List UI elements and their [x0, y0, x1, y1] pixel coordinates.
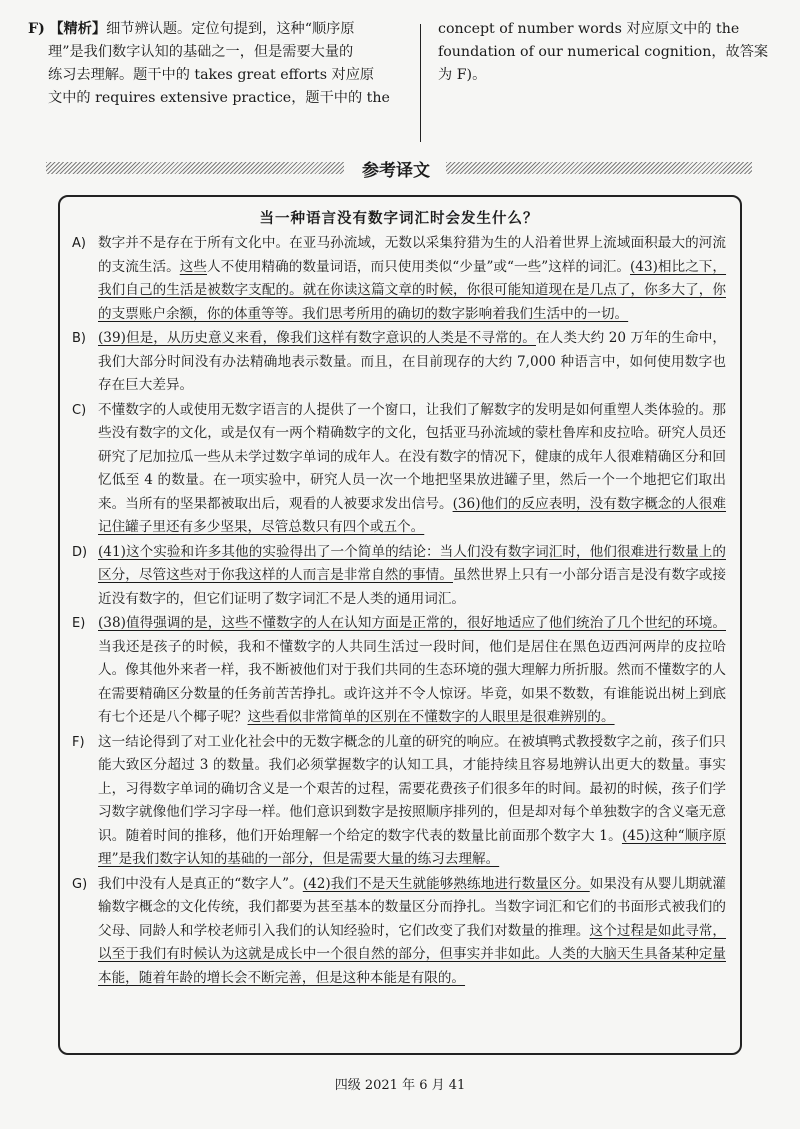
analysis-tag: 【精析】 — [49, 21, 107, 37]
underlined-answer-text: (36)他们的反应表明，没有数字概念的人很难记住罐子里还有多少坚果，尽管总数只有四个或五个。 — [98, 495, 727, 535]
paragraph-label: E) — [72, 616, 86, 631]
translation-box — [58, 195, 742, 1055]
underlined-answer-text: (39)但是，从历史意义来看，像我们这样有数字意识的人类是不寻常的。 — [98, 330, 536, 346]
paragraph-text: 人不使用精确的数量词语，而只使用类似“少量”或“一些”这样的词汇。 — [207, 258, 630, 275]
explanation-line: 理”是我们数字认知的基础之一，但是需要大量的 — [48, 44, 354, 60]
paragraph-c — [72, 399, 726, 540]
paragraph-label: D) — [72, 544, 88, 560]
previous-answer-explanation — [28, 18, 772, 136]
paragraph-label: A) — [72, 236, 86, 251]
paragraph-label: B) — [72, 331, 86, 346]
paragraph-text: 这一结论得到了对工业化社会中的无数字概念的儿童的研究的响应。在被填鸭式教授数字之前，孩子们只能大致区分超过 3 的数量。我们必须掌握数字的认知工具，才能持续且容易地辨认出更大的数量。事实上，习得数字单词的确切含义是一个艰苦的过程，需要花费孩子们很多年的时间。最初的时候，孩子们学习数字就像他们学习字母一样。他们意识到数字是按照顺序排列的，但是却对每个单独数字的含义毫无意识。随着时间的推移，他们开始理解一个给定的数字代表的数量比前面那个数字大 1。 — [98, 733, 726, 844]
underlined-answer-text: 这个过程是如此寻常，以至于我们有时候认为这就是成长中一个很自然的部分，但事实并非如此。人类的大脑天生具备某种定量本能，随着年龄的增长会不断完善，但是这种本能是有限的。 — [98, 922, 727, 986]
paragraph-text: 不懂数字的人或使用无数字语言的人提供了一个窗口，让我们了解数字的发明是如何重塑人类体验的。那些没有数字的文化，或是仅有一两个精确数字的文化，包括亚马孙流域的蒙杜鲁库和皮拉哈。研究人员还研究了尼加拉瓜一些从未学过数字单词的成年人。在没有数字的情况下，健康的成年人很难精确区分和回忆低至 4 的数量。在一项实验中，研究人员一次一个地把坚果放进罐子里，然后一个一个地把它们取出来。当所有的坚果都被取出后，观看的人被要求发出信号。 — [98, 401, 726, 512]
underlined-answer-text: 这些 — [179, 258, 207, 275]
underlined-answer-text: (43)相比之下，我们自己的生活是被数字支配的。就在你读这篇文章的时候，你很可能知道现在是几点了，你多大了，你的支票账户余额，你的体重等等。我们思考所用的确切的数字影响着我们生活中的一切。 — [98, 258, 727, 322]
underlined-answer-text: (45)这种“顺序原理”是我们数字认知的基础的一部分，但是需要大量的练习去理解。 — [98, 827, 727, 867]
paragraph-text: 如果没有从婴儿期就灌输数字概念的文化传统，我们都要为甚至基本的数量区分而挣扎。当数字词汇和它们的书面形式被我们的父母、同龄人和学校老师引入我们的认知经验时，它们改变了我们对数量的推理。 — [98, 875, 727, 939]
banner-hatch-left — [46, 162, 344, 174]
paragraph-text: 虽然世界上只有一小部分语言是没有数字或接近没有数字的，但它们证明了数字词汇不是人类的通用词汇。 — [98, 567, 727, 607]
section-title: 参考译文 — [362, 161, 430, 181]
paragraph-text: 当我还是孩子的时候，我和不懂数字的人共同生活过一段时间，他们是居住在黑色迈西河两岸的皮拉哈人。像其他外来者一样，我不断被他们对于我们共同的生态环境的强大理解力所折服。然而不懂数字的人在需要精确区分数量的任务前苦苦挣扎。或许这并不令人惊讶。毕竟，如果不数数，有谁能说出树上到底有七个还是八个椰子呢？ — [98, 638, 726, 725]
paragraph-d — [72, 541, 726, 612]
paragraph-b — [72, 327, 726, 398]
paragraph-text: 我们中没有人是真正的“数字人”。 — [98, 875, 303, 892]
underlined-answer-text: (38)值得强调的是，这些不懂数字的人在认知方面是正常的，很好地适应了他们统治了几个世纪的环境。 — [98, 615, 726, 631]
explanation-left-column — [28, 18, 398, 110]
section-banner — [46, 154, 752, 182]
paragraph-a — [72, 232, 726, 326]
paragraph-label: F) — [72, 734, 85, 750]
underlined-answer-text: (42)我们不是天生就能够熟练地进行数量区分。 — [302, 875, 590, 892]
paragraph-g — [72, 873, 726, 991]
explanation-line: foundation of our numerical cognition，故答案 — [438, 44, 769, 60]
explanation-line: concept of number words 对应原文中的 the — [438, 21, 740, 37]
explanation-line: 文中的 requires extensive practice，题干中的 the — [48, 90, 390, 106]
underlined-answer-text: 这些看似非常简单的区别在不懂数字的人眼里是很难辨别的。 — [247, 709, 615, 725]
page-footer: 四级 2021 年 6 月 41 — [334, 1078, 466, 1093]
paragraph-f — [72, 731, 726, 872]
paragraph-text: 数字并不是存在于所有文化中。在亚马孙流域，无数以采集狩猎为生的人沿着世界上流域面积最大的河流的支流生活。 — [98, 235, 726, 275]
paragraph-label: G) — [72, 876, 88, 892]
paragraph-text: 在人类大约 20 万年的生命中，我们大部分时间没有办法精确地表示数量。而且，在目前现存的大约 7,000 种语言中，如何使用数字也存在巨大差异。 — [98, 330, 726, 393]
explanation-line: F) 【精析】细节辨认题。定位句提到，这种“顺序原 — [28, 21, 355, 37]
explanation-line: 为 F)。 — [438, 67, 487, 83]
column-divider — [420, 24, 421, 142]
paragraph-label: C) — [72, 402, 87, 418]
paragraph-list — [72, 232, 726, 990]
explanation-line: 练习去理解。题干中的 takes great efforts 对应原 — [48, 67, 375, 83]
banner-hatch-right — [446, 162, 752, 174]
explanation-right-column — [438, 18, 772, 87]
underlined-answer-text: (41)这个实验和许多其他的实验得出了一个简单的结论：当人们没有数字词汇时，他们很难进行数量上的区分，尽管这些对于你我这样的人而言是非常自然的事情。 — [98, 543, 726, 583]
article-title: 当一种语言没有数字词汇时会发生什么？ — [259, 211, 539, 227]
question-label: F) — [28, 21, 45, 37]
paragraph-e — [72, 612, 726, 730]
